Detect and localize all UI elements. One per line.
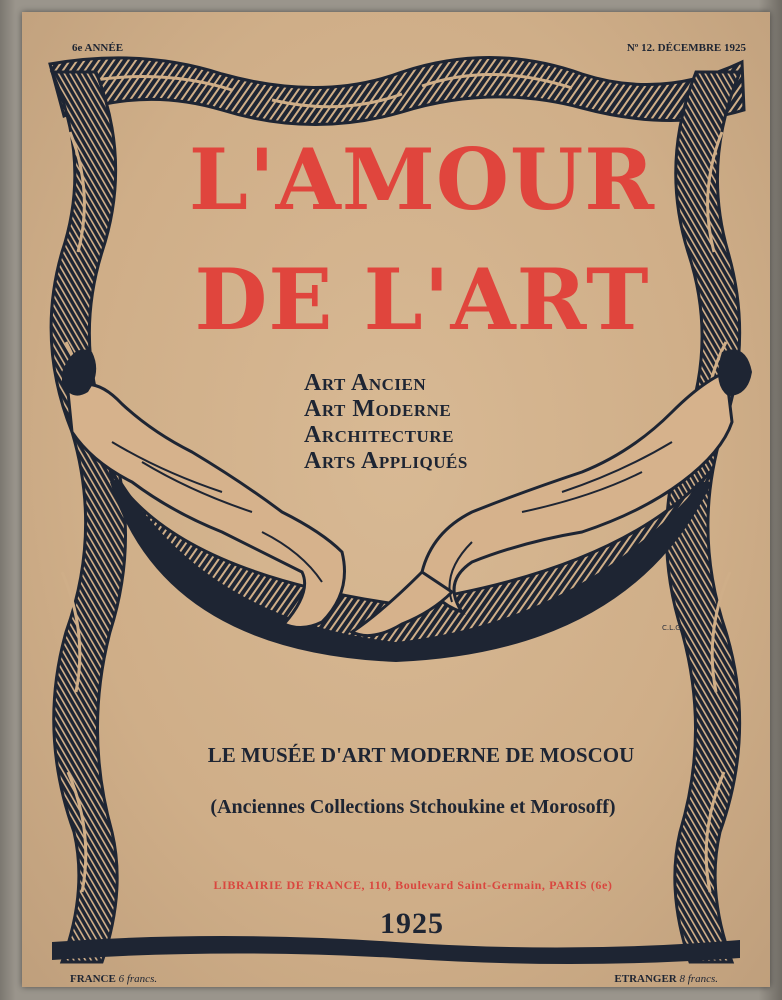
- subject-arts-appliques: Arts Appliqués: [304, 448, 468, 474]
- illustrator-signature: C.L.G.: [662, 624, 683, 632]
- issue-year: 6e ANNÉE: [72, 42, 124, 54]
- subject-art-moderne: Art Moderne: [304, 396, 452, 422]
- price-etranger: [614, 973, 718, 985]
- top-drape: [50, 57, 744, 124]
- price-france-label: FRANCE: [70, 973, 116, 985]
- feature-subtitle: (Anciennes Collections Stchoukine et Morosoff): [210, 796, 616, 818]
- subject-art-ancien: Art Ancien: [304, 370, 427, 396]
- subject-architecture: Architecture: [304, 422, 454, 448]
- magazine-cover: [22, 12, 770, 987]
- price-france-value: 6 francs.: [118, 973, 158, 985]
- issue-number: Nº 12. DÉCEMBRE 1925: [626, 42, 746, 54]
- magazine-title-line-1: L'AMOUR: [188, 130, 656, 229]
- publisher-address: LIBRAIRIE DE FRANCE, 110, Boulevard Saint-Germain, PARIS (6e): [213, 878, 613, 892]
- magazine-title-line-2: DE L'ART: [194, 250, 650, 349]
- price-etranger-value: 8 francs.: [679, 973, 718, 985]
- feature-title: LE MUSÉE D'ART MODERNE DE MOSCOU: [207, 743, 635, 767]
- price-etranger-label: ETRANGER: [614, 973, 677, 985]
- price-france: [70, 973, 157, 985]
- left-drape-column: [51, 72, 125, 962]
- publication-year: 1925: [380, 907, 444, 940]
